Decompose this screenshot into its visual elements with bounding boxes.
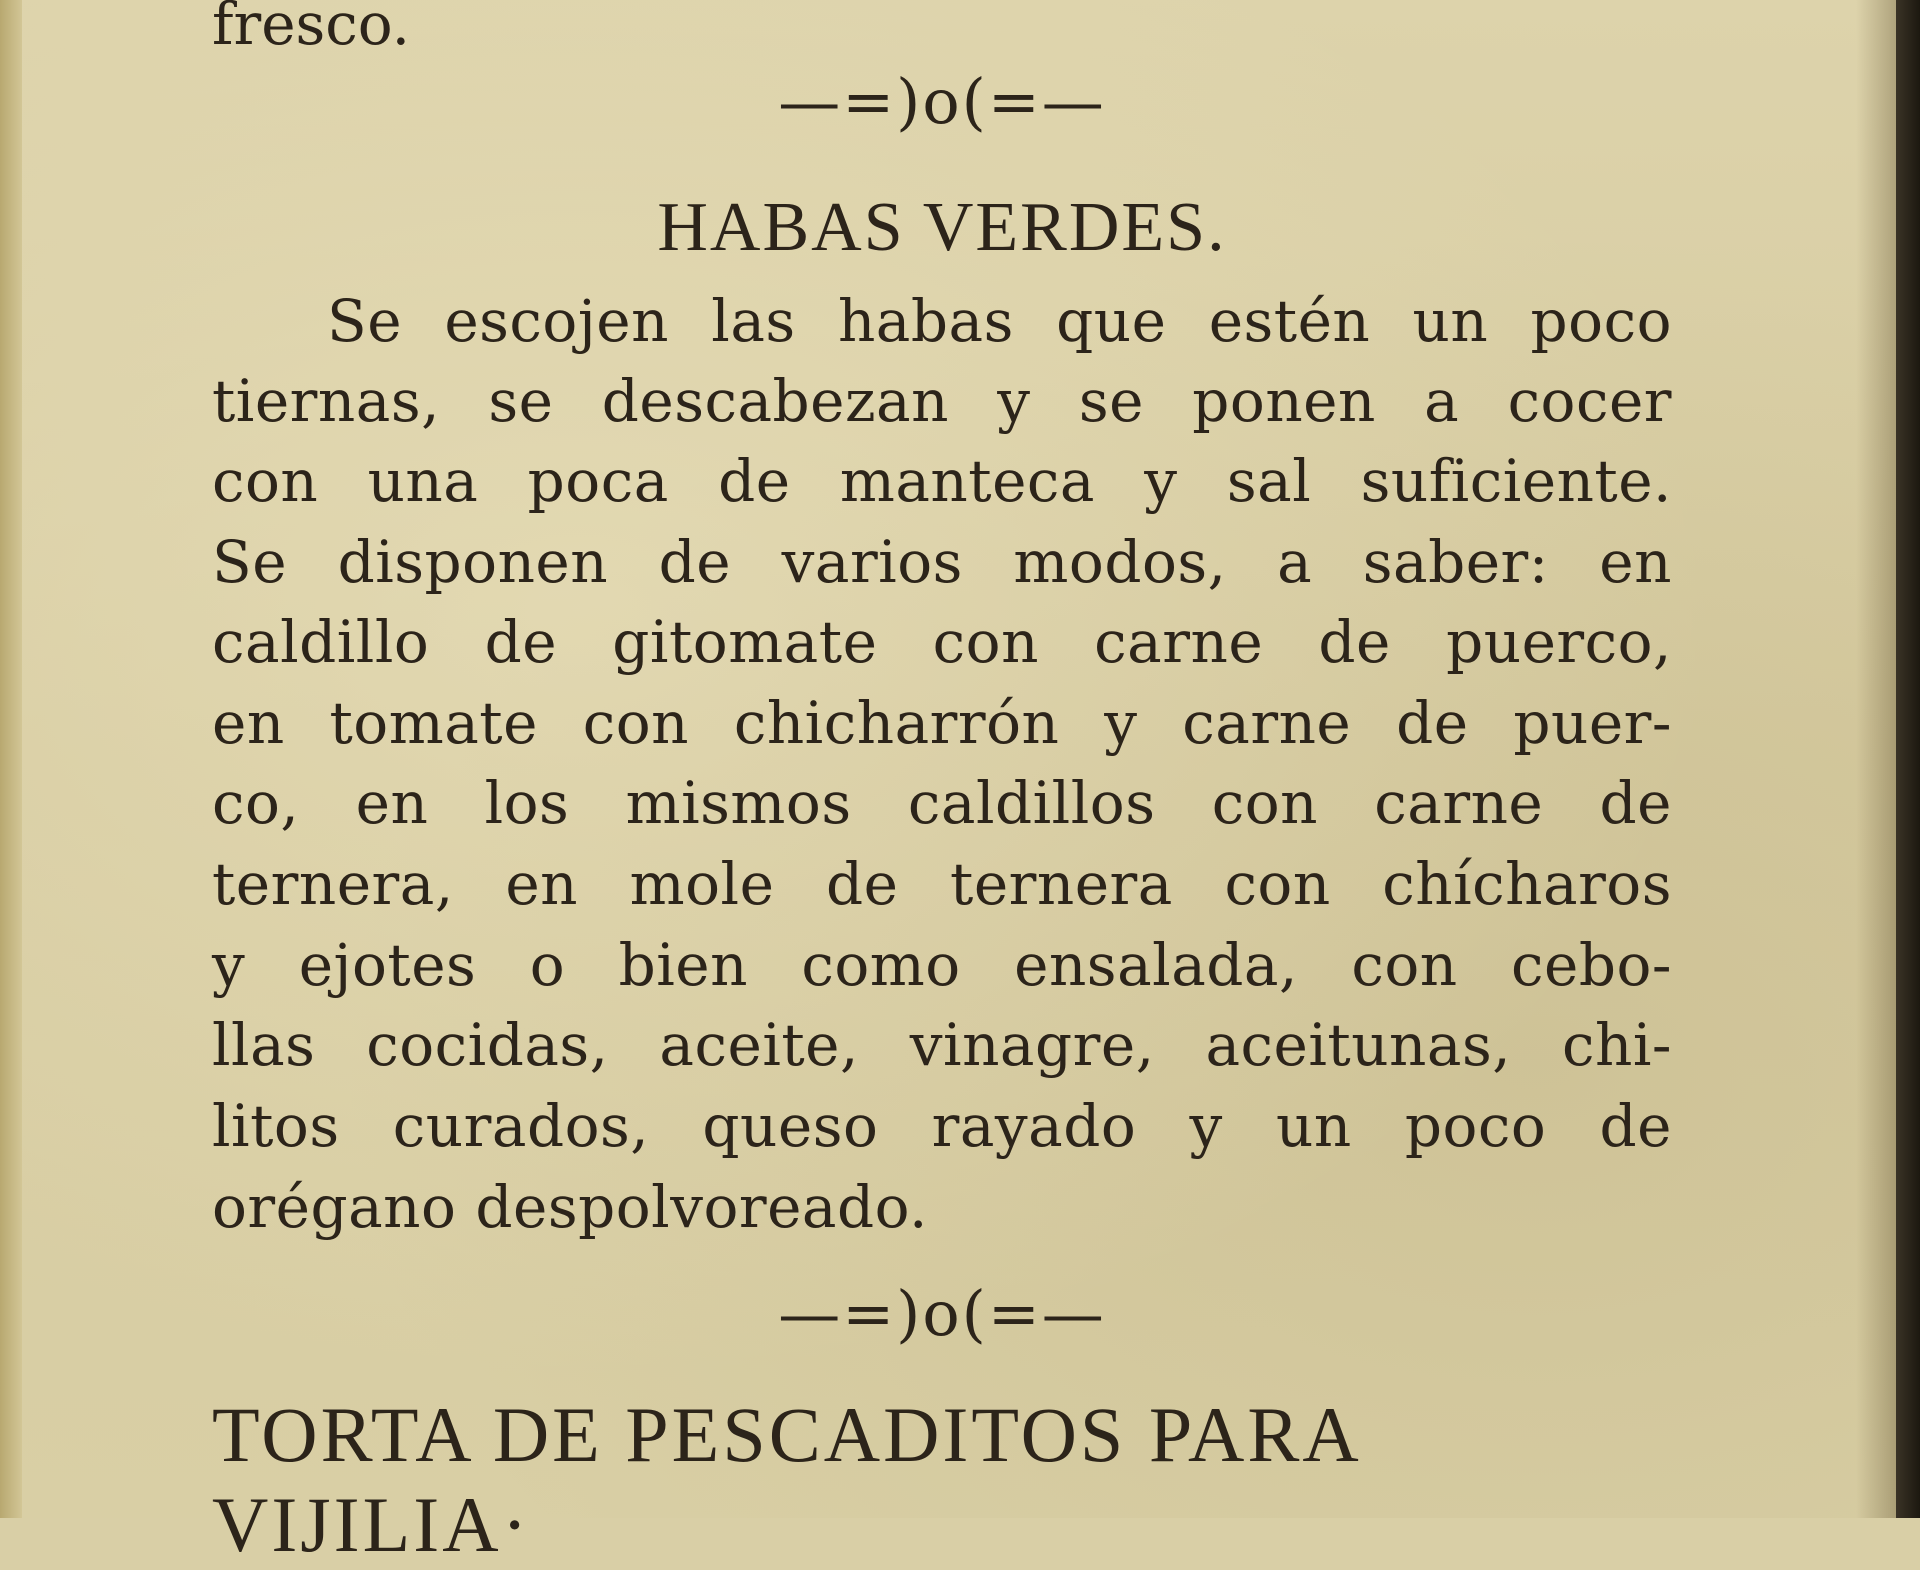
- body-line: litos curados, queso rayado y un poco de: [212, 1092, 1672, 1160]
- text-column: [212, 0, 1672, 1568]
- body-line: caldillo de gitomate con carne de puerco,: [212, 608, 1672, 676]
- body-line: Se escojen las habas que estén un poco: [327, 287, 1672, 355]
- next-recipe-title: TORTA DE PESCADITOS PARA VIJILIA·: [212, 1391, 1358, 1568]
- body-line: orégano despolvoreado.: [212, 1173, 928, 1241]
- body-line: co, en los mismos caldillos con carne de: [212, 769, 1672, 837]
- section-divider-top: —=)o(=—: [778, 65, 1106, 138]
- body-line: llas cocidas, aceite, vinagre, aceitunas, chi-: [212, 1011, 1672, 1079]
- page-right-edge: [1896, 0, 1920, 1518]
- page-left-edge: [0, 0, 22, 1518]
- body-line: en tomate con chicharrón y carne de puer-: [212, 689, 1672, 757]
- body-line: con una poca de manteca y sal suficiente.: [212, 447, 1672, 515]
- page-gutter-shadow: [1856, 0, 1896, 1518]
- body-line: y ejotes o bien como ensalada, con cebo-: [212, 931, 1672, 999]
- previous-recipe-fragment: fresco.: [212, 0, 411, 58]
- body-line: ternera, en mole de ternera con chícharos: [212, 850, 1672, 918]
- section-divider-bottom: —=)o(=—: [778, 1277, 1106, 1350]
- body-line: tiernas, se descabezan y se ponen a cocer: [212, 367, 1672, 435]
- recipe-title: HABAS VERDES.: [657, 189, 1227, 266]
- body-line: Se disponen de varios modos, a saber: en: [212, 528, 1672, 596]
